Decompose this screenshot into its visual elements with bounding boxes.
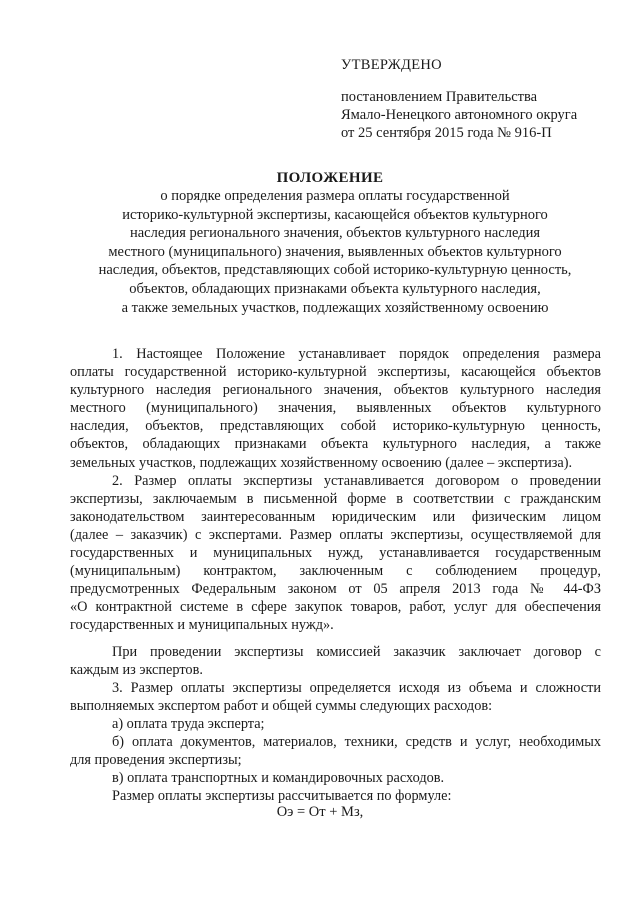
subtitle-line: а также земельных участков, подлежащих хозяйственному освоению: [121, 299, 549, 316]
document-subtitle: [70, 187, 600, 317]
approval-line: Ямало-Ненецкого автономного округа: [341, 107, 578, 123]
body-line: Размер оплаты экспертизы рассчитывается по формуле:: [112, 788, 452, 805]
body-line: а) оплата труда эксперта;: [112, 715, 265, 732]
body-line: 3. Размер оплаты экспертизы определяется исходя из объема и сложности: [112, 679, 601, 696]
body-line: местного (муниципального) значения, выявленных объектов культурного: [70, 400, 601, 417]
body-line: «О контрактной системе в сфере закупок товаров, работ, услуг для обеспечения: [70, 599, 601, 616]
subtitle-line: наследия, объектов, представляющих собой историко-культурную ценность,: [98, 262, 572, 279]
body-line: экспертизы, заключаемым в письменной форме в соответствии с гражданским: [70, 490, 601, 507]
body-line: б) оплата документов, материалов, техники, средств и услуг, необходимых: [112, 733, 601, 750]
body-line: для проведения экспертизы;: [70, 752, 242, 769]
subtitle-line: наследия регионального значения, объектов культурного наследия: [129, 225, 541, 242]
formula: Оэ = От + Мз,: [276, 804, 364, 820]
approval-line: постановлением Правительства: [341, 89, 538, 105]
body-line: наследия, объектов, представляющих собой историко-культурную ценность,: [70, 418, 601, 435]
document-body: [70, 345, 601, 805]
body-line: законодательством заинтересованным юридическим или физическим лицом: [70, 508, 601, 525]
approval-line: от 25 сентября 2015 года № 916-П: [341, 125, 552, 141]
body-line: объектов, обладающих признаками объекта культурного наследия, а также: [70, 436, 601, 453]
body-line: предусмотренных Федеральным законом от 05 апреля 2013 года № 44-ФЗ: [70, 581, 601, 598]
body-line: 1. Настоящее Положение устанавливает порядок определения размера: [112, 346, 601, 362]
body-line: выполняемых экспертом работ и общей суммы следующих расходов:: [70, 697, 493, 714]
body-line: земельных участков, подлежащих хозяйственному освоению (далее – экспертиза).: [70, 454, 573, 471]
approval-stamp: [341, 56, 577, 142]
body-line: культурного наследия регионального значения, объектов культурного наследия: [70, 382, 601, 399]
body-line: 2. Размер оплаты экспертизы устанавливается договором о проведении: [112, 472, 601, 489]
body-line: (муниципальным) контрактом, заключенным с соблюдением процедур,: [70, 563, 601, 580]
subtitle-line: местного (муниципального) значения, выявленных объектов культурного: [108, 243, 562, 260]
subtitle-line: историко-культурной экспертизы, касающейся объектов культурного: [122, 206, 548, 223]
subtitle-line: объектов, обладающих признаками объекта культурного наследия,: [129, 280, 541, 297]
body-line: государственных и муниципальных нужд, устанавливается государственным: [70, 545, 601, 562]
document-title: ПОЛОЖЕНИЕ: [276, 170, 384, 186]
body-line: в) оплата транспортных и командировочных расходов.: [112, 770, 445, 787]
body-line: При проведении экспертизы комиссией заказчик заключает договор с: [112, 643, 601, 660]
subtitle-line: о порядке определения размера оплаты государственной: [160, 188, 510, 204]
body-line: (далее – заказчик) с экспертами. Размер оплаты экспертизы, осуществляемой для: [70, 526, 601, 543]
body-line: каждым из экспертов.: [70, 661, 203, 678]
approved-heading: УТВЕРЖДЕНО: [341, 57, 442, 73]
body-line: оплаты государственной историко-культурной экспертизы, касающейся объектов: [70, 364, 601, 381]
body-line: государственных и муниципальных нужд».: [70, 617, 334, 634]
